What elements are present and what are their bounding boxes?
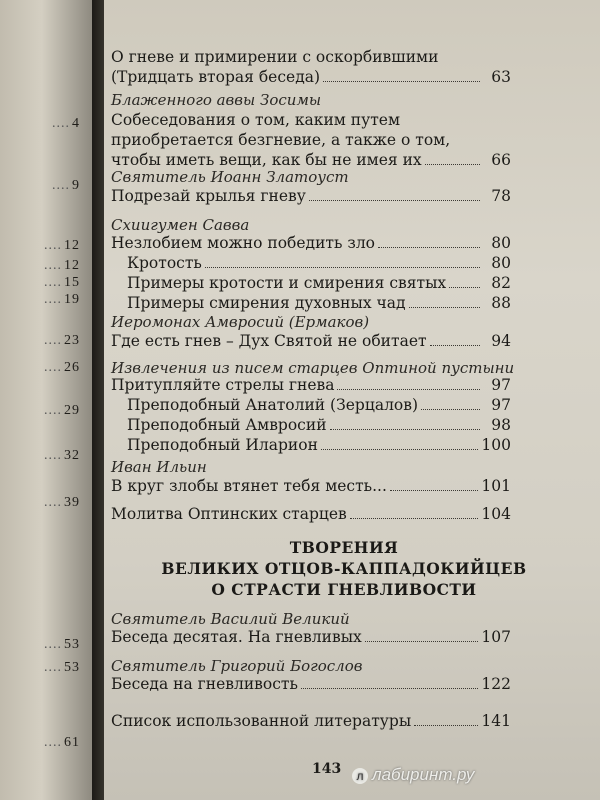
- toc-entry-title: Преподобный Анатолий (Зерцалов): [127, 396, 419, 414]
- toc-entry: [111, 47, 511, 87]
- author-name: Извлечения из писем старцев Оптиной пустыни: [111, 359, 515, 377]
- toc-entry: [111, 186, 511, 206]
- leader-dots: [414, 725, 478, 726]
- author-name: Иван Ильин: [111, 458, 207, 476]
- leader-dots: [350, 518, 479, 519]
- toc-entry: [111, 233, 511, 313]
- left-page-number: .... 19: [44, 292, 80, 308]
- left-page-number: .... 32: [44, 448, 80, 464]
- toc-entry-title: чтобы иметь вещи, как бы не имея их: [111, 151, 422, 169]
- toc-entry-page: 80: [491, 234, 511, 252]
- section-heading-line: ВЕЛИКИХ ОТЦОВ-КАППАДОКИЙЦЕВ: [161, 559, 527, 578]
- left-page-number: .... 39: [44, 495, 80, 511]
- toc-entry-title: Молитва Оптинских старцев: [111, 505, 347, 523]
- leader-dots: [409, 307, 480, 308]
- section-heading-line: ТВОРЕНИЯ: [289, 538, 399, 557]
- toc-entry-page: 141: [481, 712, 511, 730]
- author-name: Иеромонах Амвросий (Ермаков): [111, 313, 370, 331]
- toc-entry-title: Примеры кротости и смирения святых: [127, 274, 447, 292]
- toc-entry: [111, 331, 511, 351]
- watermark: [352, 765, 474, 785]
- author-name: Схиигумен Савва: [111, 216, 250, 234]
- toc-entry-page: 97: [491, 376, 511, 394]
- toc-entry-page: 100: [481, 436, 511, 454]
- toc-entry-title: Где есть гнев – Дух Святой не обитает: [111, 332, 427, 350]
- left-page-number: .... 4: [52, 116, 80, 132]
- author-name: Блаженного аввы Зосимы: [111, 91, 322, 109]
- toc-entry: [111, 504, 511, 524]
- toc-entry-page: 63: [491, 68, 511, 86]
- leader-dots: [330, 429, 480, 430]
- toc-entry-title: В круг злобы втянет тебя месть...: [111, 477, 387, 495]
- leader-dots: [337, 389, 480, 390]
- leader-dots: [378, 247, 480, 248]
- leader-dots: [321, 449, 478, 450]
- left-page-number: .... 53: [44, 660, 80, 676]
- left-page-number: .... 61: [44, 735, 80, 751]
- leader-dots: [309, 200, 480, 201]
- leader-dots: [205, 267, 480, 268]
- left-page-number: .... 12: [44, 258, 80, 274]
- toc-entry: [111, 476, 511, 496]
- left-page-number: .... 12: [44, 238, 80, 254]
- toc-entry-page: 88: [491, 294, 511, 312]
- page-number: 143: [312, 761, 342, 777]
- toc-entry-title: Преподобный Иларион: [127, 436, 318, 454]
- left-page-number: .... 53: [44, 637, 80, 653]
- left-page-number: .... 29: [44, 403, 80, 419]
- section-heading-line: О СТРАСТИ ГНЕВЛИВОСТИ: [211, 580, 477, 599]
- toc-entry-title: Беседа десятая. На гневливых: [111, 628, 362, 646]
- toc-entry: [111, 375, 511, 455]
- toc-entry-title: Незлобием можно победить зло: [111, 234, 375, 252]
- leader-dots: [421, 409, 480, 410]
- toc-entry-page: 82: [491, 274, 511, 292]
- toc-entry: [111, 627, 511, 647]
- leader-dots: [430, 345, 480, 346]
- leader-dots: [301, 688, 478, 689]
- author-name: Святитель Григорий Богослов: [111, 657, 363, 675]
- leader-dots: [449, 287, 480, 288]
- left-page-number: .... 9: [52, 178, 80, 194]
- labirint-logo-icon: л: [352, 768, 368, 784]
- watermark-text: лабиринт.ру: [372, 765, 475, 784]
- section-heading: [144, 537, 544, 600]
- toc-entry: [111, 110, 511, 170]
- author-name: Святитель Иоанн Златоуст: [111, 168, 349, 186]
- toc-entry-page: 98: [491, 416, 511, 434]
- toc-entry-title: Кротость: [127, 254, 202, 272]
- author-name: Святитель Василий Великий: [111, 610, 350, 628]
- toc-entry-page: 122: [481, 675, 511, 693]
- toc-entry-page: 94: [491, 332, 511, 350]
- left-page-edge: [0, 0, 94, 800]
- toc-entry-title: Собеседования о том, каким путем: [111, 111, 401, 129]
- leader-dots: [390, 490, 479, 491]
- toc-entry-title: О гневе и примирении с оскорбившими: [111, 48, 439, 66]
- toc-entry-title: Список использованной литературы: [111, 712, 412, 730]
- toc-entry-page: 97: [491, 396, 511, 414]
- toc-entry-page: 104: [481, 505, 511, 523]
- leader-dots: [323, 81, 480, 82]
- left-page-number: .... 23: [44, 333, 80, 349]
- toc-entry: [111, 674, 511, 694]
- leader-dots: [425, 164, 480, 165]
- left-page-number: .... 26: [44, 360, 80, 376]
- left-page-number: .... 15: [44, 275, 80, 291]
- toc-entry: [111, 711, 511, 731]
- toc-entry-page: 66: [491, 151, 511, 169]
- toc-entry-title: (Тридцать вторая беседа): [111, 68, 321, 86]
- toc-entry-title: Беседа на гневливость: [111, 675, 298, 693]
- toc-entry-page: 78: [491, 187, 511, 205]
- toc-entry-page: 80: [491, 254, 511, 272]
- toc-entry-title: Преподобный Амвросий: [127, 416, 327, 434]
- toc-entry-page: 107: [481, 628, 511, 646]
- leader-dots: [365, 641, 479, 642]
- toc-entry-title: приобретается безгневие, а также о том,: [111, 131, 451, 149]
- toc-entry-title: Притупляйте стрелы гнева: [111, 376, 335, 394]
- toc-entry-page: 101: [481, 477, 511, 495]
- toc-entry-title: Примеры смирения духовных чад: [127, 294, 406, 312]
- toc-entry-title: Подрезай крылья гневу: [111, 187, 306, 205]
- toc-page: [104, 0, 600, 800]
